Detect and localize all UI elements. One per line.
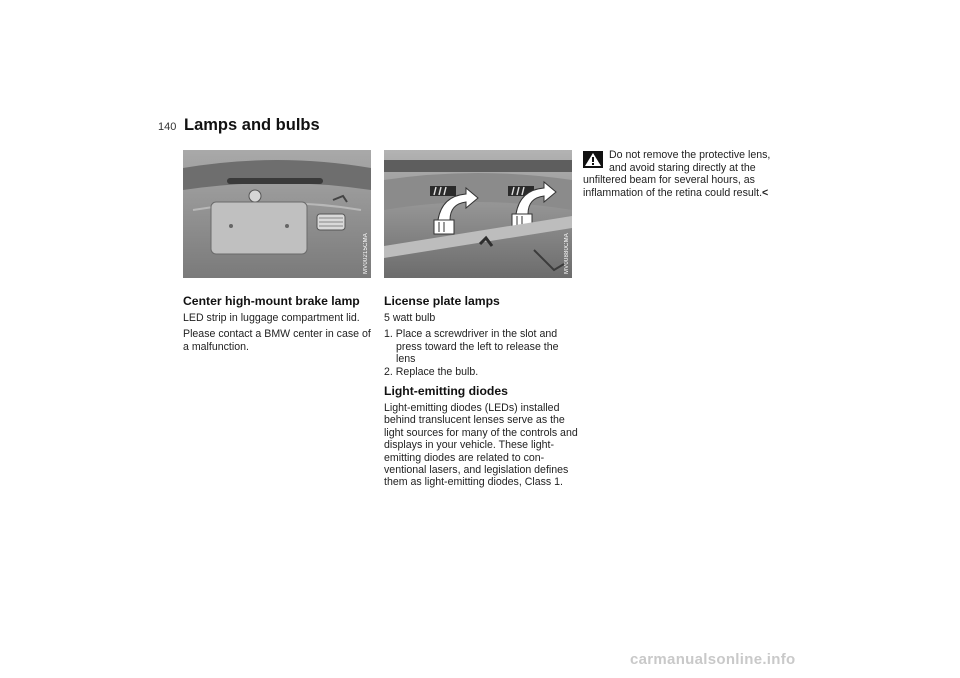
section-heading: Center high-mount brake lamp xyxy=(183,294,360,308)
license-plate-lamp-figure xyxy=(384,150,572,278)
warning-note xyxy=(583,149,783,199)
license-plate-lamps-section xyxy=(384,294,579,493)
brake-lamp-figure xyxy=(183,150,371,278)
end-mark: < xyxy=(762,186,769,199)
watermark: carmanualsonline.info xyxy=(630,651,796,668)
figure-code: MV00215CMA xyxy=(363,232,369,274)
paragraph: Light-emitting diodes (LEDs) installed behind translucent lenses serve as the light sources for many of the controls and displays in your vehicle. These light-emitting diodes are related to con-ventional lasers, and legislation defines them as light-emitting diodes, Class 1. xyxy=(384,402,578,489)
center-brake-lamp-section xyxy=(183,294,378,357)
page-title: Lamps and bulbs xyxy=(184,116,320,134)
paragraph: Please contact a BMW center in case of a malfunction. xyxy=(183,328,371,353)
warning-triangle-icon xyxy=(583,151,603,168)
warning-text: Do not remove the protective lens, and avoid staring directly at the unfiltered beam for several hours, as inflammation of the retina could result. xyxy=(583,149,771,199)
steps-list xyxy=(384,328,579,378)
figure-code: MV00880CMA xyxy=(564,232,570,274)
paragraph: LED strip in luggage compartment lid. xyxy=(183,312,360,324)
section-heading: License plate lamps xyxy=(384,294,500,308)
brake-lamp-photo-icon xyxy=(183,150,371,278)
list-item: 1. Place a screwdriver in the slot and press toward the left to release the lens xyxy=(384,328,559,366)
page-number: 140 xyxy=(158,121,177,133)
list-item: 2. Replace the bulb. xyxy=(384,365,479,378)
paragraph: 5 watt bulb xyxy=(384,312,436,324)
license-plate-lamp-photo-icon xyxy=(384,150,572,278)
section-heading: Light-emitting diodes xyxy=(384,384,508,399)
